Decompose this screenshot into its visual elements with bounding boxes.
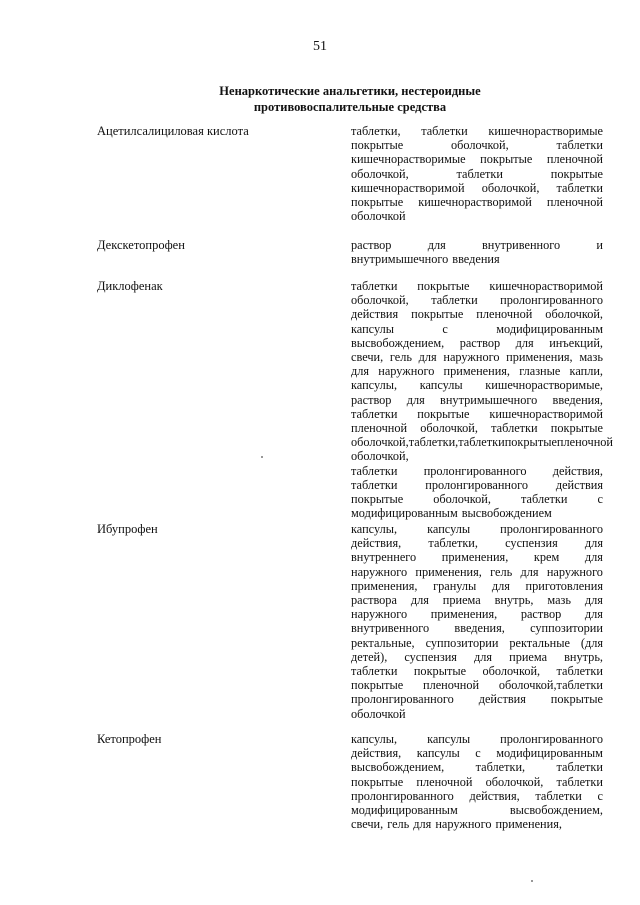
- dosage-form-line: кишечнорастворимые покрытые пленочной: [351, 152, 603, 167]
- dosage-form-line: таблетки пролонгированного действия: [351, 477, 603, 492]
- dosage-form-line: свечи, гель для наружного применения, мазь: [351, 350, 603, 365]
- dosage-form-line: наружного применения, раствор для: [351, 607, 603, 622]
- dosage-form-line: оболочкой: [351, 209, 406, 224]
- dosage-form-line: капсулы с модифицированным: [351, 321, 603, 336]
- dosage-form-line: покрытые оболочкой, таблетки с: [351, 492, 603, 507]
- dosage-form-line: таблетки пролонгированного действия,: [351, 463, 603, 478]
- scan-speck: [531, 880, 533, 882]
- dosage-form-line: для наружного применения, глазные капли,: [351, 364, 603, 379]
- dosage-form-line: оболочкой: [351, 706, 406, 721]
- dosage-form-line: высвобождением, раствор для инъекций,: [351, 335, 603, 350]
- dosage-form-line: ректальные, суппозитории ректальные (для: [351, 635, 603, 650]
- dosage-form-line: капсулы, капсулы кишечнорастворимые,: [351, 378, 603, 393]
- drug-name: Кетопрофен: [97, 732, 162, 746]
- dosage-form-line: внутримышечного введения: [351, 252, 500, 267]
- dosage-form-line: внутривенного введения, суппозитории: [351, 621, 603, 636]
- dosage-forms: [351, 124, 603, 223]
- dosage-forms: [351, 522, 603, 721]
- dosage-form-line: действия покрытые пленочной оболочкой,: [351, 307, 603, 322]
- dosage-form-line: раствор для внутривенного и: [351, 238, 603, 252]
- dosage-forms: [351, 279, 614, 521]
- dosage-form-line: раствор для внутримышечного введения,: [351, 392, 603, 407]
- dosage-form-line: капсулы, капсулы пролонгированного: [351, 732, 603, 746]
- dosage-form-line: применения, гранулы для приготовления: [351, 578, 603, 593]
- dosage-forms: [351, 238, 603, 266]
- dosage-form-line: таблетки покрытые оболочкой, таблетки: [351, 664, 603, 679]
- dosage-form-line: таблетки, таблетки кишечнорастворимые: [351, 124, 603, 138]
- dosage-form-line: действия, капсулы с модифицированным: [351, 746, 603, 761]
- dosage-form-line: детей), суспензия для приема внутрь,: [351, 649, 603, 664]
- dosage-form-line: капсулы, капсулы пролонгированного: [351, 522, 603, 536]
- dosage-form-line: покрытые пленочной оболочкой,таблетки: [351, 678, 603, 693]
- dosage-form-line: покрытые кишечнорастворимой пленочной: [351, 195, 603, 210]
- dosage-form-line: пролонгированного действия, таблетки с: [351, 788, 603, 803]
- dosage-form-line: наружного применения, гель для наружного: [351, 564, 603, 579]
- dosage-form-line: покрытые пленочной оболочкой, таблетки: [351, 774, 603, 789]
- dosage-form-line: свечи, гель для наружного применения,: [351, 817, 562, 832]
- dosage-form-line: оболочкой, таблетки, таблетки покрытые пленочной: [351, 435, 614, 450]
- dosage-form-line: таблетки покрытые кишечнорастворимой: [351, 279, 603, 293]
- page-number: 51: [313, 39, 327, 54]
- dosage-form-line: пленочной оболочкой, таблетки покрытые: [351, 421, 603, 436]
- drug-name: Диклофенак: [97, 279, 163, 293]
- dosage-form-line: раствора для приема внутрь, мазь для: [351, 593, 603, 608]
- section-title-line-2: противовоспалительные средства: [253, 100, 447, 114]
- drug-name: Ацетилсалициловая кислота: [97, 124, 249, 138]
- dosage-form-line: покрытые оболочкой, таблетки: [351, 138, 603, 153]
- dosage-form-line: внутреннего применения, крем для: [351, 550, 603, 565]
- dosage-form-line: пролонгированного действия покрытые: [351, 692, 603, 707]
- dosage-form-line: модифицированным высвобождением,: [351, 803, 603, 818]
- dosage-forms: [351, 732, 603, 831]
- dosage-form-line: оболочкой, таблетки покрытые: [351, 166, 603, 181]
- drug-name: Декскетопрофен: [97, 238, 185, 252]
- dosage-form-line: таблетки покрытые кишечнорастворимой: [351, 406, 603, 421]
- dosage-form-line: кишечнорастворимой оболочкой, таблетки: [351, 180, 603, 195]
- dosage-form-line: действия, таблетки, суспензия для: [351, 536, 603, 551]
- drug-name: Ибупрофен: [97, 522, 158, 536]
- dosage-form-line: модифицированным высвобождением: [351, 506, 552, 521]
- dosage-form-line: оболочкой,: [351, 449, 409, 464]
- dosage-form-line: высвобождением, таблетки, таблетки: [351, 760, 603, 775]
- section-title-line-1: Ненаркотические анальгетики, нестероидные: [219, 84, 481, 98]
- section-title: [150, 83, 550, 115]
- dosage-form-line: оболочкой, таблетки пролонгированного: [351, 293, 603, 308]
- scan-speck: [261, 456, 263, 458]
